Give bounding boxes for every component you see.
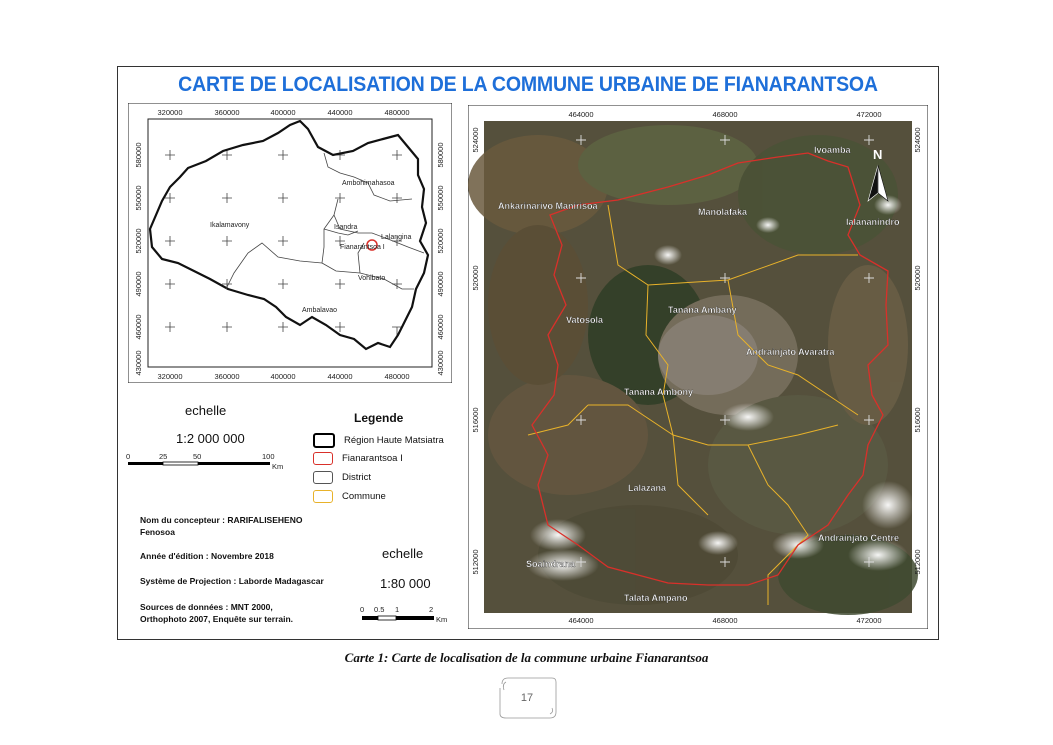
meta-sources: [140, 601, 293, 625]
urban-area: [658, 315, 758, 395]
inset-y-tick: 430000: [436, 350, 445, 376]
place-label-talata-ampano: Talata Ampano: [624, 593, 688, 603]
district-label-vohibato: Vohibato: [358, 275, 386, 282]
place-label-tanana-ambany: Tanana Ambany: [668, 305, 737, 315]
ortho-x-tick: 468000: [712, 110, 738, 119]
scale-ratio-large: 1:80 000: [380, 576, 431, 591]
inset-y-tick: 580000: [134, 142, 143, 168]
inset-y-tick: 520000: [436, 228, 445, 254]
meta-edition: Année d'édition : Novembre 2018: [140, 551, 274, 561]
place-label-andrainjato-centre: Andrainjato Centre: [818, 533, 900, 543]
legend-item-district: [313, 471, 371, 484]
scale-heading-small: echelle: [185, 403, 227, 418]
scale-heading-large: echelle: [382, 546, 424, 561]
inset-x-tick: 400000: [270, 372, 296, 381]
ortho-x-tick: 468000: [712, 616, 738, 625]
legend-label: Commune: [342, 491, 386, 502]
scale-small-tick: 25: [159, 452, 168, 461]
scale-small-tick: 100: [262, 452, 275, 461]
orthophoto-map: [468, 105, 928, 629]
meta-projection: Système de Projection : Laborde Madagascar: [140, 576, 324, 586]
inset-x-tick: 320000: [157, 372, 183, 381]
ortho-x-tick: 472000: [856, 616, 882, 625]
legend-label: District: [342, 472, 372, 483]
inset-x-tick: 360000: [214, 372, 240, 381]
inset-x-tick: 440000: [327, 372, 353, 381]
inset-y-tick: 490000: [134, 271, 143, 297]
district-label-fianarantsoa: Fianarantsoa I: [340, 244, 385, 251]
ortho-x-tick: 464000: [568, 616, 594, 625]
inset-x-tick: 440000: [327, 108, 353, 117]
inset-x-tick: 360000: [214, 108, 240, 117]
inset-y-tick: 430000: [134, 350, 143, 376]
meta-sources-line2: Orthophoto 2007, Enquête sur terrain.: [140, 614, 294, 624]
scale-small-tick: 50: [193, 452, 202, 461]
place-label-ialananindro: Ialananindro: [846, 217, 900, 227]
place-label-ivoamba: Ivoamba: [814, 145, 851, 155]
place-label-ankarinarivo: Ankarinarivo Manirisoa: [498, 201, 598, 211]
scale-large-tick: 0: [360, 605, 365, 614]
map-title: CARTE DE LOCALISATION DE LA COMMUNE URBAINE DE FIANARANTSOA: [178, 73, 878, 96]
scale-large-unit: Km: [436, 615, 448, 624]
page-number: [496, 676, 558, 722]
district-label-ikalamavony: Ikalamavony: [210, 222, 250, 229]
ortho-y-tick: 520000: [471, 265, 480, 291]
inset-x-tick: 480000: [384, 108, 410, 117]
district-label-lalangina: Lalangina: [381, 234, 412, 241]
inset-y-tick: 550000: [134, 185, 143, 211]
legend-title: Legende: [354, 411, 404, 425]
place-label-lalazana: Lalazana: [628, 483, 667, 493]
scale-small-unit: Km: [272, 462, 284, 471]
legend-label: Fianarantsoa I: [342, 453, 403, 464]
ortho-y-tick: 512000: [471, 549, 480, 575]
legend-item-region: [313, 433, 444, 448]
meta-designer-line2: Fenosoa: [140, 527, 175, 537]
place-label-tanana-ambony: Tanana Ambony: [624, 387, 694, 397]
scale-ratio-small: 1:2 000 000: [176, 431, 245, 446]
place-label-vatosola: Vatosola: [566, 315, 604, 325]
ortho-y-tick: 516000: [471, 407, 480, 433]
place-label-manolafaka: Manolafaka: [698, 207, 748, 217]
ortho-y-tick: 516000: [913, 407, 922, 433]
figure-caption: Carte 1: Carte de localisation de la commune urbaine Fianarantsoa: [344, 650, 709, 665]
ortho-x-tick: 472000: [856, 110, 882, 119]
district-label-ambohimahasoa: Ambohimahasoa: [342, 180, 395, 187]
inset-y-tick: 520000: [134, 228, 143, 254]
north-label: N: [873, 147, 883, 162]
inset-y-tick: 580000: [436, 142, 445, 168]
inset-x-tick: 320000: [157, 108, 183, 117]
legend-swatch: [313, 433, 335, 448]
district-label-ambalavao: Ambalavao: [302, 307, 338, 314]
inset-y-tick: 550000: [436, 185, 445, 211]
meta-sources-line1: Sources de données : MNT 2000,: [140, 602, 273, 612]
district-label-isandra: Isandra: [334, 224, 358, 231]
legend-swatch: [313, 471, 333, 484]
meta-designer: [140, 514, 302, 538]
inset-x-tick: 480000: [384, 372, 410, 381]
legend-swatch: [313, 490, 333, 503]
scale-large-tick: 2: [429, 605, 434, 614]
ortho-y-tick: 524000: [913, 127, 922, 153]
page-number-text: 17: [520, 692, 534, 704]
inset-y-tick: 460000: [436, 314, 445, 340]
legend-item-fianarantsoa: [313, 452, 403, 465]
scale-bar-large: [358, 603, 458, 627]
meta-designer-line1: Nom du concepteur : RARIFALISEHENO: [140, 515, 303, 525]
scale-bar-small: [122, 450, 292, 472]
scale-small-tick: 0: [126, 452, 131, 461]
map-frame: [117, 66, 939, 640]
place-label-soaindrana: Soaindrana: [526, 559, 576, 569]
inset-x-tick: 400000: [270, 108, 296, 117]
inset-y-tick: 460000: [134, 314, 143, 340]
inset-region-map: [128, 103, 452, 383]
place-label-andrainjato-avaratra: Andrainjato Avaratra: [746, 347, 835, 357]
ortho-x-tick: 464000: [568, 110, 594, 119]
scale-large-tick: 1: [395, 605, 400, 614]
ortho-y-tick: 520000: [913, 265, 922, 291]
legend-item-commune: [313, 490, 386, 503]
inset-y-tick: 490000: [436, 271, 445, 297]
legend-swatch: [313, 452, 333, 465]
legend-label: Région Haute Matsiatra: [344, 435, 444, 446]
ortho-y-tick: 524000: [471, 127, 480, 153]
scale-large-tick: 0.5: [374, 605, 385, 614]
ortho-y-tick: 512000: [913, 549, 922, 575]
